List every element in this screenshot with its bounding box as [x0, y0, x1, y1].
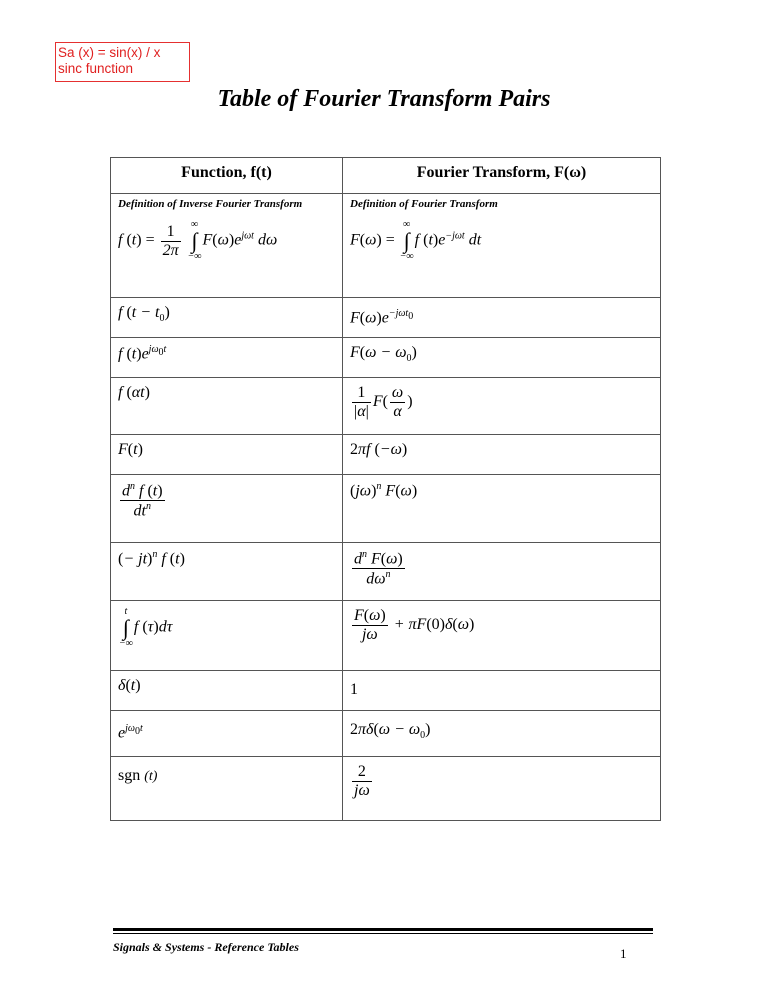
- duality-transform: 2πf (−ω): [350, 441, 408, 458]
- fourier-transform-table: [110, 157, 661, 821]
- complex-exponential-function: $e^{j\omega_0t}$: [118, 723, 143, 742]
- integration-function: t ∫ −∞ f (τ)dτ: [119, 606, 173, 649]
- time-shift-transform: $F(\omega)e^{-j\omega t_0}$: [350, 308, 414, 327]
- differentiation-transform: $(j\omega)^n$ F(ω): [350, 481, 418, 500]
- time-shift-function: f $(t - t_0)$: [118, 304, 170, 325]
- footer-rule-thin: [113, 933, 653, 934]
- table-row: [111, 671, 661, 711]
- table-row: [111, 543, 661, 601]
- annotation-line-1: Sa (x) = sin(x) / x: [58, 45, 161, 60]
- scaling-function: f (αt): [118, 384, 150, 401]
- impulse-function: δ(t): [118, 677, 141, 694]
- footer-rule-thick: [113, 928, 653, 931]
- forward-definition-label: Definition of Fourier Transform: [350, 198, 498, 210]
- complex-exponential-transform: $2\pi\delta(\omega - \omega_0)$: [350, 721, 431, 742]
- table-row: [111, 298, 661, 338]
- table-row: [111, 435, 661, 475]
- table-header-row: [111, 158, 661, 194]
- footer-text: Signals & Systems - Reference Tables: [113, 940, 299, 954]
- integration-transform: $\frac{F(\omega)}{j\omega}$ + πF(0)δ(ω): [354, 607, 475, 643]
- frequency-derivative-transform: $\frac{d^n F(\omega)}{d\omega^n}$: [354, 549, 403, 588]
- table-row: [111, 711, 661, 757]
- signum-function: sgn (t): [118, 767, 158, 784]
- sinc-annotation-box: [55, 42, 190, 82]
- impulse-transform: 1: [350, 681, 358, 698]
- table-row: [111, 338, 661, 378]
- differentiation-function: $\frac{d^n f (t)}{dt^n}$: [122, 481, 163, 520]
- annotation-line-2: sinc function: [58, 61, 134, 76]
- inverse-transform-formula: f (t) = $\frac{1}{2\pi}$ ∞ ∫ −∞ $F(\omega)e^{j\omega t}$ dω: [118, 219, 278, 262]
- scaling-transform: $\frac{1}{|\alpha|}$ F( $\frac{\omega}{\alpha}$ ): [354, 384, 413, 420]
- frequency-shift-transform: $F(\omega - \omega_0)$: [350, 344, 417, 365]
- table-row: [111, 601, 661, 671]
- header-transform: Fourier Transform, F(ω): [343, 158, 661, 194]
- multiplication-t-function: (− jt)$^n$ f (t): [118, 549, 185, 568]
- table-row: [111, 378, 661, 435]
- table-row: [111, 475, 661, 543]
- table-row: [111, 757, 661, 821]
- frequency-shift-function: f $(t)e^{j\omega_0t}$: [118, 344, 167, 363]
- signum-transform: $\frac{2}{j\omega}$: [354, 763, 370, 799]
- duality-function: F(t): [118, 441, 143, 458]
- page-number: 1: [620, 946, 627, 961]
- header-function: Function, f(t): [111, 158, 343, 194]
- inverse-definition-label: Definition of Inverse Fourier Transform: [118, 198, 303, 210]
- page-title: Table of Fourier Transform Pairs: [217, 86, 551, 112]
- forward-transform-formula: F(ω) = ∞ ∫ −∞ f $(t)e^{-j\omega t}$ dt: [350, 219, 482, 262]
- table-row-definition: [111, 194, 661, 298]
